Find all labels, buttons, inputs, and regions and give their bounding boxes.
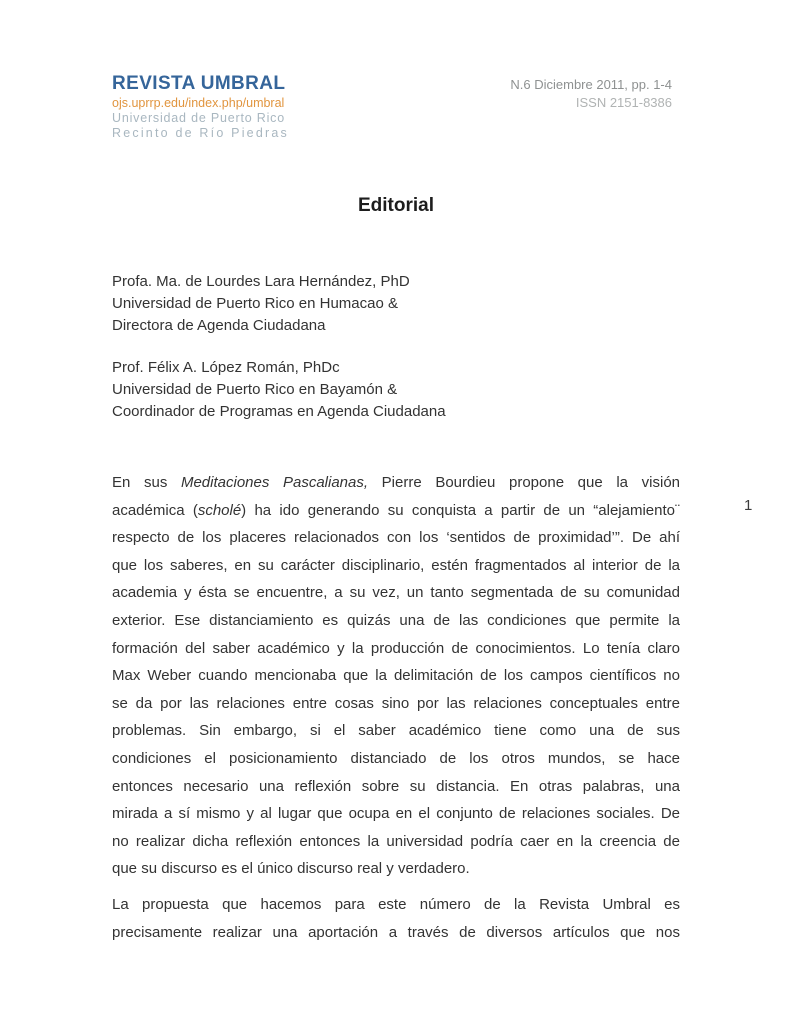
text-line: condiciones el posicionamiento distanciado de los otros mundos, se hace	[112, 749, 680, 767]
author-role: Coordinador de Programas en Agenda Ciudadana	[112, 403, 446, 420]
text-line: entonces necesario una reflexión sobre su distancia. En otras palabras, una	[112, 777, 680, 795]
issue-block	[510, 76, 672, 112]
text-line: no realizar dicha reflexión entonces la universidad podría caer en la creencia de	[112, 832, 680, 850]
text-line: problemas. Sin embargo, si el saber académico tiene como una de sus	[112, 722, 680, 740]
body-paragraph	[112, 891, 680, 946]
text-line: exterior. Ese distanciamiento es quizás una de las condiciones que permite la	[112, 611, 680, 629]
document-body	[112, 469, 680, 946]
text-line: académica (scholé) ha ido generando su conquista a partir de un “alejamiento¨	[112, 501, 681, 519]
text-line: que los saberes, en su carácter disciplinario, estén fragmentados al interior de la	[112, 556, 680, 574]
text-line: Max Weber cuando mencionaba que la delimitación de los campos científicos no	[112, 667, 680, 685]
text-line: respecto de los placeres relacionados con los ‘sentidos de proximidad’”. De ahí	[112, 529, 680, 547]
page-number: 1	[744, 497, 753, 514]
author-affiliation: Universidad de Puerto Rico en Humacao &	[112, 295, 398, 312]
issn: ISSN 2151-8386	[575, 95, 672, 110]
issue-info: N.6 Diciembre 2011, pp. 1-4	[510, 77, 672, 92]
text-line: se da por las relaciones entre cosas sino por las relaciones conceptuales entre	[112, 694, 680, 712]
author-name: Profa. Ma. de Lourdes Lara Hernández, PhD	[112, 273, 410, 290]
author-name: Prof. Félix A. López Román, PhDc	[112, 359, 340, 376]
author-block-2	[112, 357, 446, 423]
text-line: La propuesta que hacemos para este número de la Revista Umbral es	[112, 895, 680, 913]
text-line: precisamente realizar una aportación a través de diversos artículos que nos	[112, 923, 680, 941]
author-block-1	[112, 271, 410, 337]
text-line: que su discurso es el único discurso real y verdadero.	[112, 860, 470, 878]
text-line: academia y ésta se encuentre, a su vez, un tanto segmentada de su comunidad	[112, 584, 680, 602]
author-affiliation: Universidad de Puerto Rico en Bayamón &	[112, 381, 398, 398]
text-line: formación del saber académico y la producción de conocimientos. Lo tenía claro	[112, 639, 680, 657]
author-role: Directora de Agenda Ciudadana	[112, 317, 326, 334]
university-name: Universidad de Puerto Rico	[112, 111, 285, 125]
campus-name: Recinto de Río Piedras	[112, 126, 289, 140]
text-line: En sus Meditaciones Pascalianas, Pierre Bourdieu propone que la visión	[112, 474, 680, 491]
text-line: mirada a sí mismo y al lugar que ocupa en el conjunto de relaciones sociales. De	[112, 805, 680, 823]
body-paragraph	[112, 469, 680, 883]
journal-logo	[112, 73, 289, 141]
journal-url: ojs.uprrp.edu/index.php/umbral	[112, 96, 285, 110]
page-title: Editorial	[357, 195, 434, 216]
journal-name: REVISTA UMBRAL	[112, 73, 286, 94]
